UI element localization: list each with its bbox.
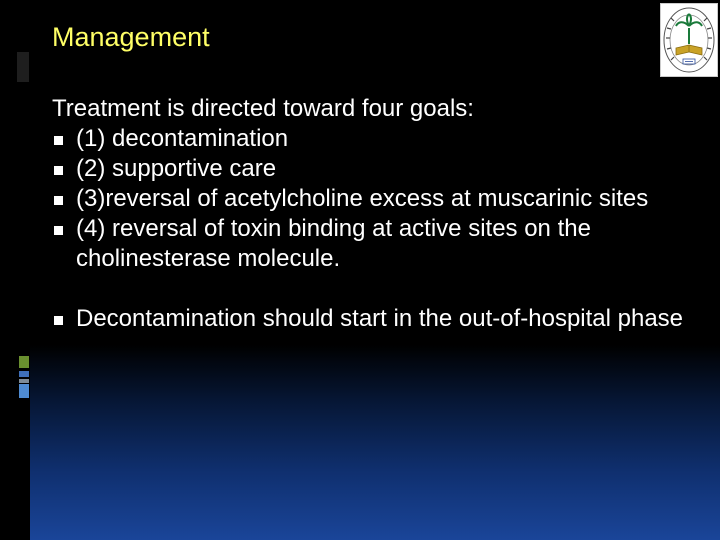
list-item [52,154,692,184]
accent-bar-green [19,356,29,368]
bullet-square-icon [54,316,63,325]
list-item [52,214,692,274]
bullet-square-icon [54,166,63,175]
university-seal-icon [660,3,718,77]
note-text: Decontamination should start in the out-of-hospital phase [76,305,684,332]
accent-bar-blue [19,384,29,398]
list-item [52,124,692,154]
accent-bar-blue-thin [19,371,29,377]
goals-list [52,124,692,274]
goal-text: (1) decontamination [76,125,289,152]
list-item [52,184,692,214]
accent-bar-gray [19,379,29,383]
note-list [52,304,692,334]
list-item [52,304,692,334]
goal-text: (4) reversal of toxin binding at active sites on the cholinesterase molecule. [76,215,591,272]
slide-body [52,94,692,334]
accent-bar-top [17,52,29,82]
bullet-square-icon [54,226,63,235]
goal-text: (2) supportive care [76,155,277,182]
slide-title: Management [52,22,210,52]
bullet-square-icon [54,196,63,205]
goal-text: (3)reversal of acetylcholine excess at muscarinic sites [76,185,649,212]
bullet-square-icon [54,136,63,145]
intro-text: Treatment is directed toward four goals: [52,95,474,122]
